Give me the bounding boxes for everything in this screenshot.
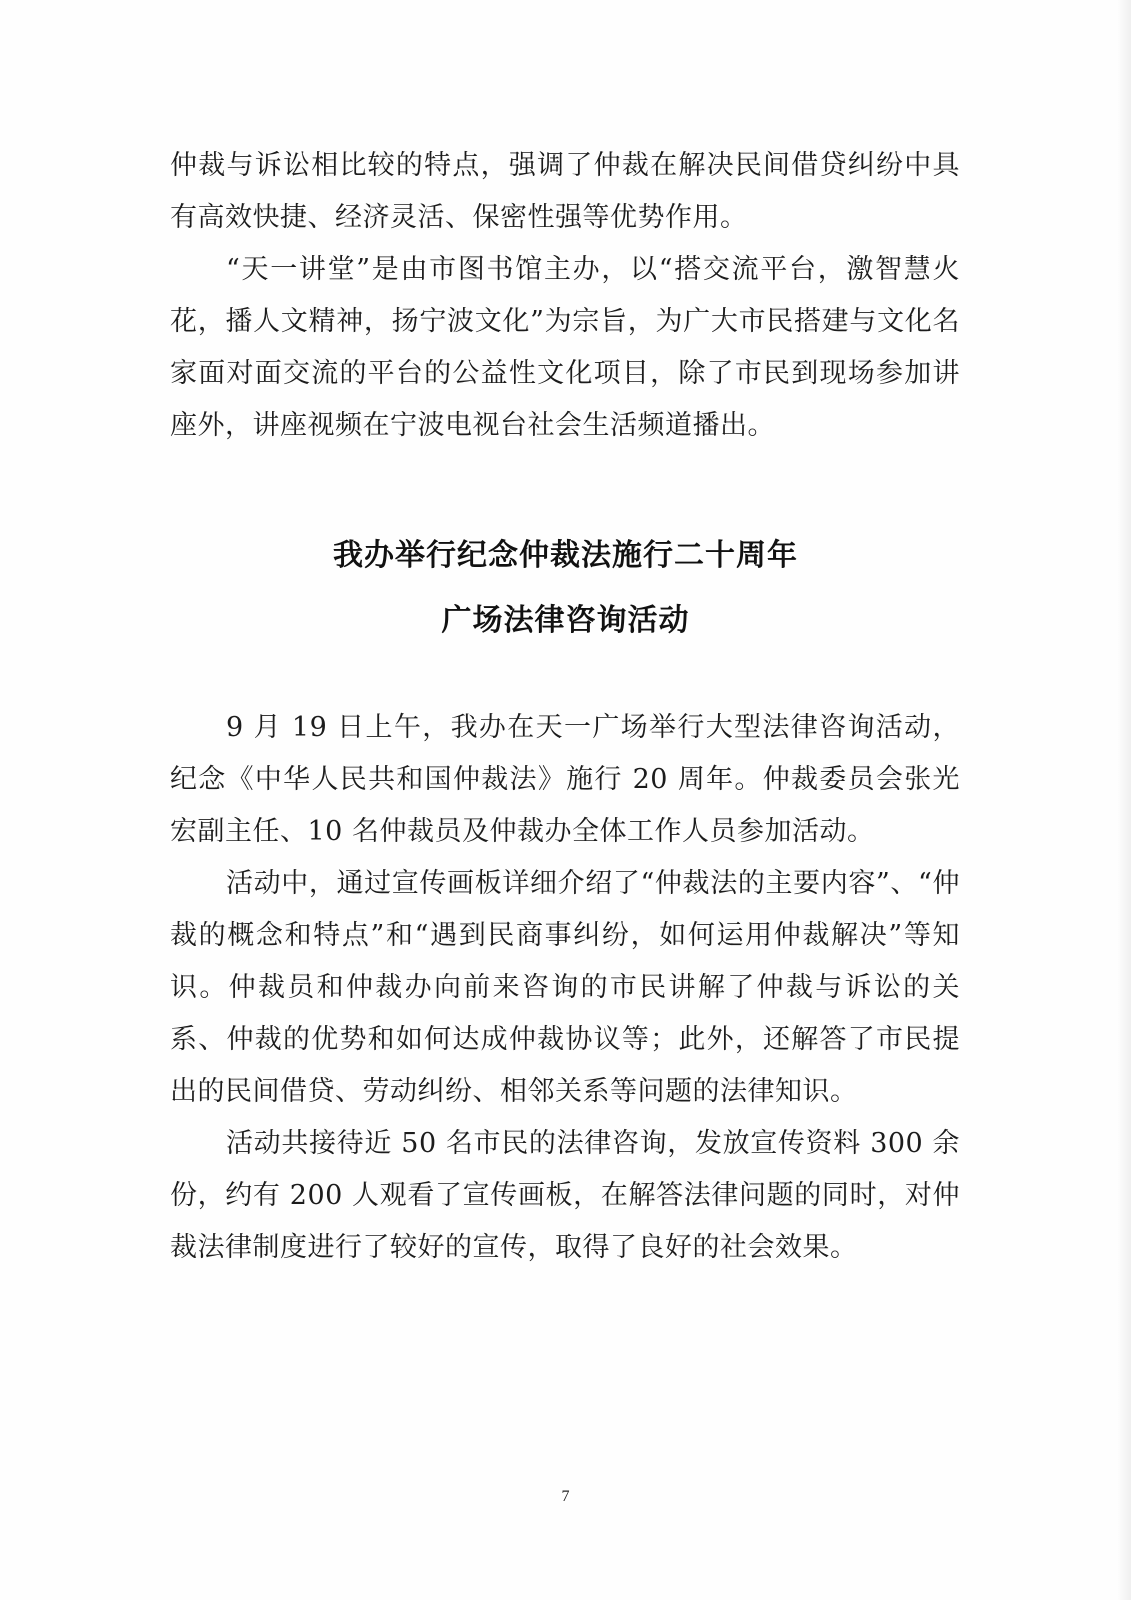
scan-edge-shadow [1117, 0, 1131, 1600]
article-paragraph-2: 活动中，通过宣传画板详细介绍了“仲裁法的主要内容”、“仲裁的概念和特点”和“遇到民商事纠纷，如何运用仲裁解决”等知识。仲裁员和仲裁办向前来咨询的市民讲解了仲裁与诉讼的关系、仲裁的优势和如何达成仲裁协议等；此外，还解答了市民提出的民间借贷、劳动纠纷、相邻关系等问题的法律知识。 [170, 868, 960, 1107]
continuation-paragraph-1: 仲裁与诉讼相比较的特点，强调了仲裁在解决民间借贷纠纷中具有高效快捷、经济灵活、保密性强等优势作用。 [170, 150, 960, 233]
article-paragraph-3: 活动共接待近 50 名市民的法律咨询，发放宣传资料 300 余份，约有 200 人观看了宣传画板，在解答法律问题的同时，对仲裁法律制度进行了较好的宣传，取得了良好的社会效果。 [170, 1128, 960, 1263]
article-paragraph-1: 9 月 19 日上午，我办在天一广场举行大型法律咨询活动，纪念《中华人民共和国仲裁法》施行 20 周年。仲裁委员会张光宏副主任、10 名仲裁员及仲裁办全体工作人员参加活动。 [170, 712, 960, 847]
continuation-paragraph-2: “天一讲堂”是由市图书馆主办，以“搭交流平台，激智慧火花，播人文精神，扬宁波文化”为宗旨，为广大市民搭建与文化名家面对面交流的平台的公益性文化项目，除了市民到现场参加讲座外，讲座视频在宁波电视台社会生活频道播出。 [170, 254, 960, 441]
continuation-text [170, 140, 960, 452]
page-number: 7 [561, 1488, 570, 1505]
article-title-line-1: 我办举行纪念仲裁法施行二十周年 [333, 538, 798, 573]
article-title-line-2: 广场法律咨询活动 [441, 603, 690, 638]
article-body [170, 702, 960, 1274]
